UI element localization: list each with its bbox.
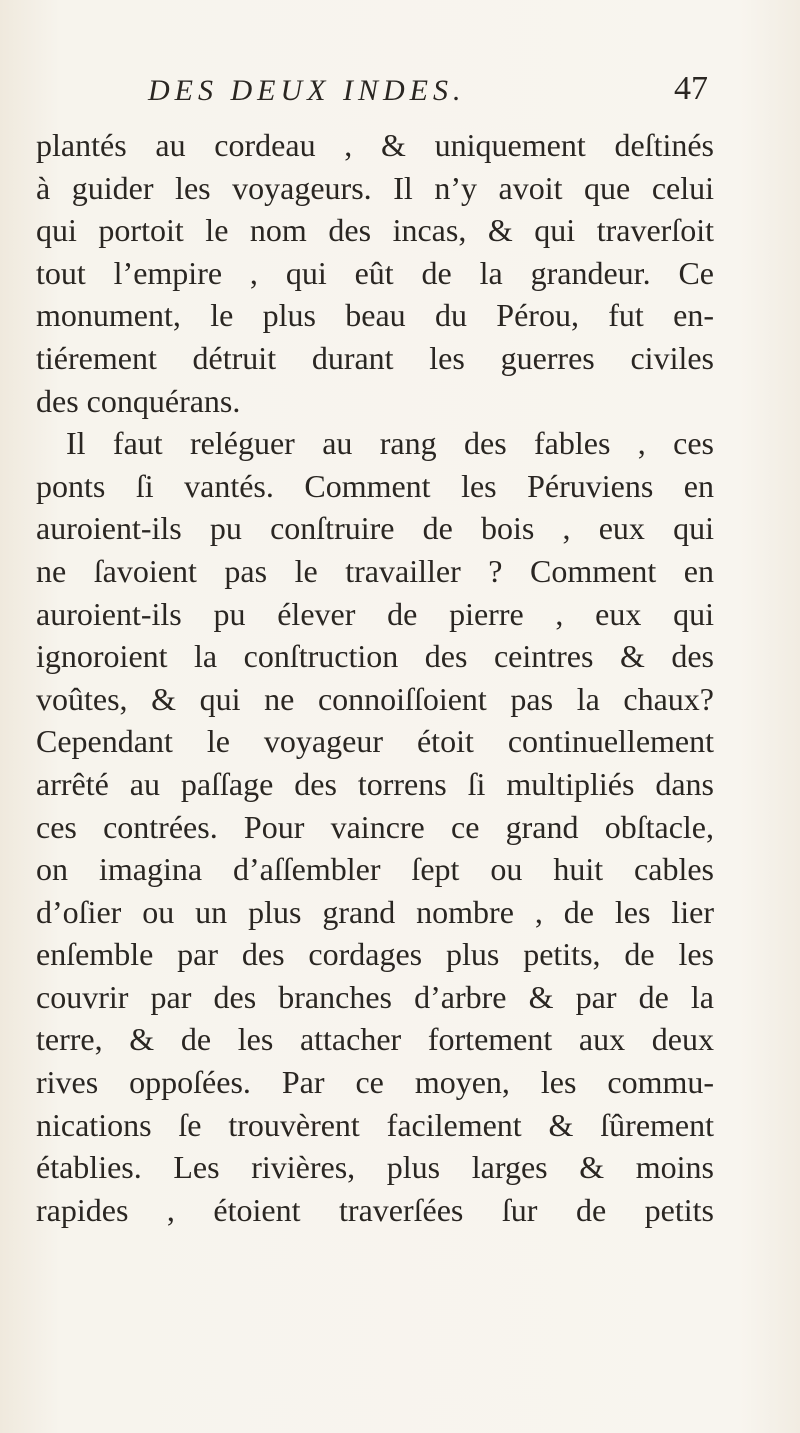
text-line: nications ſe trouvèrent facilement & ſûrement bbox=[36, 1106, 714, 1143]
text-line: tiérement détruit durant les guerres civiles bbox=[36, 339, 714, 376]
body-text bbox=[36, 124, 714, 1231]
text-line: monument, le plus beau du Pérou, fut en- bbox=[36, 297, 714, 334]
text-line: voûtes, & qui ne connoiſſoient pas la chaux? bbox=[36, 680, 714, 717]
text-line: on imagina d’aſſembler ſept ou huit cables bbox=[36, 851, 714, 888]
text-line: rapides , étoient traverſées ſur de petits bbox=[36, 1191, 714, 1228]
running-head bbox=[148, 68, 708, 118]
text-line: auroient-ils pu élever de pierre , eux qui bbox=[36, 595, 714, 632]
text-line: ponts ſi vantés. Comment les Péruviens en bbox=[36, 467, 714, 504]
text-line: plantés au cordeau , & uniquement deſtinés bbox=[36, 127, 714, 163]
text-line: enſemble par des cordages plus petits, de les bbox=[36, 936, 714, 973]
text-line: à guider les voyageurs. Il n’y avoit que celui bbox=[36, 169, 714, 206]
text-line: couvrir par des branches d’arbre & par de la bbox=[36, 978, 714, 1015]
text-line: Cependant le voyageur étoit continuellement bbox=[36, 723, 714, 760]
running-title: DES DEUX INDES. bbox=[148, 74, 466, 107]
text-line: établies. Les rivières, plus larges & moins bbox=[36, 1149, 714, 1186]
text-line: qui portoit le nom des incas, & qui traverſoit bbox=[36, 212, 714, 249]
page-number: 47 bbox=[674, 70, 708, 107]
text-line: arrêté au paſſage des torrens ſi multipliés dans bbox=[36, 765, 714, 802]
text-line: terre, & de les attacher fortement aux deux bbox=[36, 1021, 714, 1058]
text-line: Il faut reléguer au rang des fables , ces bbox=[66, 425, 714, 462]
text-line: ne ſavoient pas le travailler ? Comment en bbox=[36, 552, 714, 589]
text-line: rives oppoſées. Par ce moyen, les commu- bbox=[36, 1064, 714, 1101]
text-line: ignoroient la conſtruction des ceintres & des bbox=[36, 638, 714, 675]
text-line: auroient-ils pu conſtruire de bois , eux qui bbox=[36, 510, 714, 547]
text-line: ces contrées. Pour vaincre ce grand obſtacle, bbox=[36, 808, 714, 845]
text-line: d’oſier ou un plus grand nombre , de les lier bbox=[36, 893, 714, 930]
text-line: tout l’empire , qui eût de la grandeur. Ce bbox=[36, 254, 714, 291]
text-line: des conquérans. bbox=[36, 382, 241, 419]
